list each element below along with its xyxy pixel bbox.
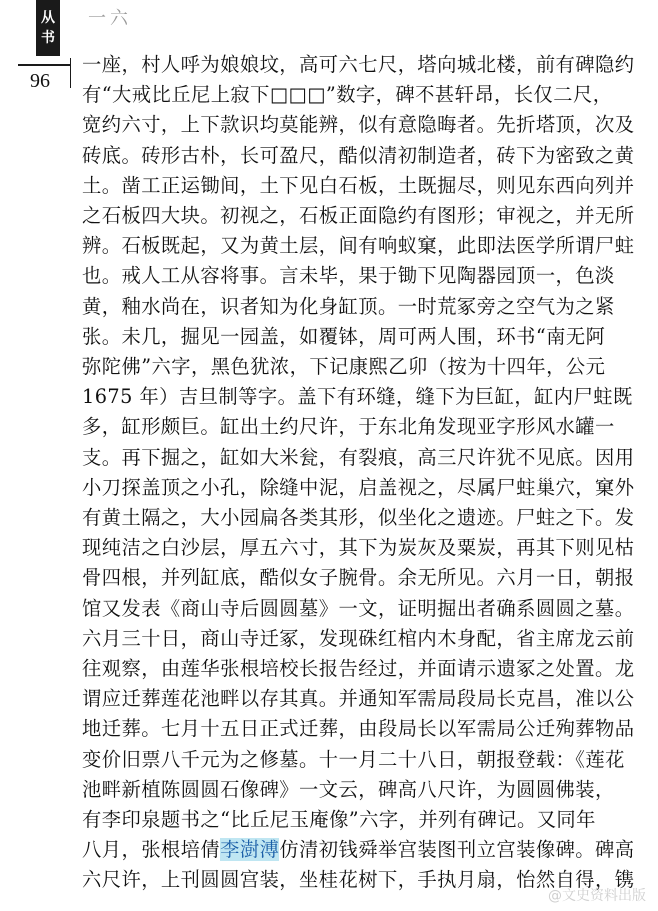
text-line: 有黄土隔之，大小园扁各类其形，似坐化之遗迹。尸蛀之下。发 — [82, 506, 635, 530]
section-tab-char-1: 从 — [41, 10, 55, 26]
text-line: 支。再下掘之，缸如大米瓮，有裂痕，高三尺许犹不见底。因用 — [82, 445, 635, 469]
section-tab-char-2: 书 — [41, 30, 55, 46]
text-line: 变价旧票八千元为之修墓。十一月二十八日，朝报登载：《莲花 — [82, 747, 625, 771]
text-line: 土。凿工正运锄间，土下见白石板，土既掘尽，则见东西向列并 — [82, 173, 635, 197]
text-line: 六尺许，上刊圆圆宫装，坐桂花树下，手执月扇，怡然自得，镌 — [82, 868, 635, 892]
text-line: 多，缸形颇巨。缸出土约尺许，于东北角发现亚字形风水罐一 — [82, 415, 615, 439]
section-tab — [36, 0, 60, 56]
text-line — [82, 835, 642, 865]
text-line: 往观察，由莲华张根培校长报告经过，并面请示遗冢之处置。龙 — [82, 657, 635, 681]
text-line: 一座，村人呼为娘娘坟，高可六七尺，塔向城北楼，前有碑隐约 — [82, 53, 635, 76]
text-fragment: 八月，张根培倩 — [82, 838, 221, 862]
watermark: @文史资料出版 — [548, 888, 646, 904]
text-line: 小刀探盖顶之小孔，除缝中泥，启盖视之，尽属尸蛀巢穴，窠外 — [82, 475, 635, 499]
page-number: 96 — [30, 70, 50, 92]
text-line: 馆又发表《商山寺后圆圆墓》一文，证明掘出者确系圆圆之墓。 — [82, 596, 635, 620]
text-line: 地迁葬。七月十五日正式迁葬，由段局长以军需局公迁殉葬物品 — [82, 717, 635, 741]
text-line: 之石板四大块。初视之，石板正面隐约有图形；审视之，并无所 — [82, 204, 635, 228]
text-line: 也。戒人工从容将事。言未毕，果于锄下见陶器园顶一，色淡 — [82, 264, 615, 288]
text-line: 谓应迁葬莲花池畔以存其真。并通知军需局段局长克昌，准以公 — [82, 687, 635, 711]
header-rule — [18, 64, 70, 66]
text-fragment: 仿清初钱舜举宫装图刊立宫装像碑。碑高 — [279, 838, 635, 862]
header-mark: 一六 — [88, 8, 132, 29]
text-line: 现纯洁之白沙层，厚五六寸，其下为炭灰及粟炭，再其下则见枯 — [82, 536, 635, 560]
text-line: 有李印泉题书之“比丘尼玉庵像”六字，并列有碑记。又同年 — [82, 808, 596, 832]
text-line: 辨。石板既起，又为黄土层，间有响蚁窠，此即法医学所谓尸蛀 — [82, 234, 635, 258]
text-line: 有“大戒比丘尼上寂下□□□”数字，碑不甚轩昂，长仅二尺， — [82, 83, 613, 107]
highlighted-name[interactable]: 李澍溥 — [220, 838, 280, 862]
text-line: 六月三十日，商山寺迁冢，发现硃红棺内木身配，省主席龙云前 — [82, 626, 635, 650]
text-line: 宽约六寸，上下款识均莫能辨，似有意隐晦者。先折塔顶，次及 — [82, 113, 635, 137]
text-line: 池畔新植陈圆圆石像碑》一文云，碑高八尺许，为圆圆佛装， — [82, 777, 615, 801]
body-text — [82, 50, 642, 896]
text-line: 砖底。砖形古朴，长可盈尺，酷似清初制造者，砖下为密致之黄 — [82, 143, 635, 167]
text-line: 1675 年）吉旦制等字。盖下有环缝，缝下为巨缸，缸内尸蛀既 — [82, 385, 633, 409]
text-line: 黄，釉水尚在，识者知为化身缸顶。一时荒冢旁之空气为之紧 — [82, 294, 615, 318]
text-line: 弥陀佛”六字，黑色犹浓，下记康熙乙卯（按为十四年，公元 — [82, 355, 606, 379]
text-line: 骨四根，并列缸底，酷似女子腕骨。余无所见。六月一日，朝报 — [82, 566, 635, 590]
text-line: 张。未几，掘见一园盖，如覆钵，周可两人围，环书“南无阿 — [82, 324, 606, 348]
page-number-rule — [70, 58, 71, 88]
